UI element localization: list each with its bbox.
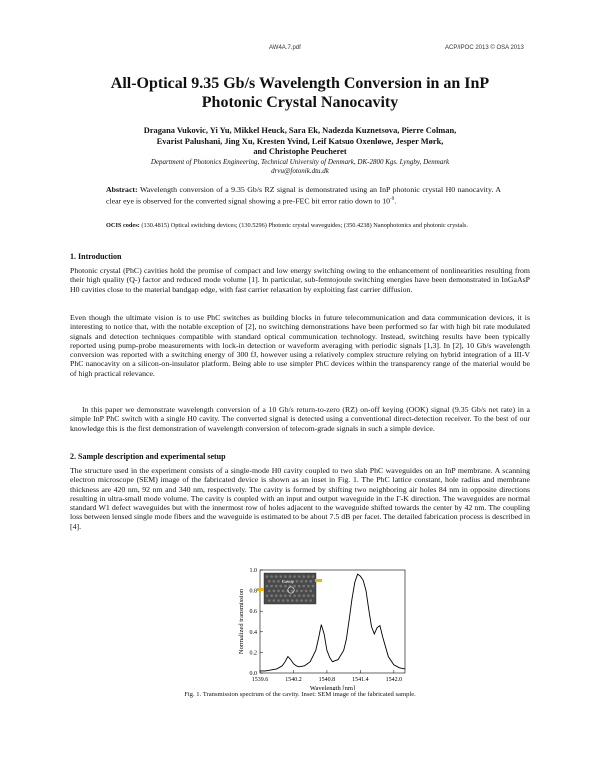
intro-paragraph-1: Photonic crystal (PhC) cavities hold the promise of compact and low energy switching owing to the enhancement of nonlinearities resulting from their high quality (Q-) factor and reduced mode volume [1]. In particular, sub-femtojoule switching energies have been demonstrated in InGaAsP H0 cavities close to the material bandgap edge, with fast carrier relaxation by exploiting fast carrier diffusion. — [70, 266, 530, 294]
authors-line-3: and Christophe Peucheret — [253, 147, 347, 156]
x-tick-label: 1540.2 — [285, 677, 302, 683]
sem-hole — [309, 590, 312, 593]
setup-paragraph-1: The structure used in the experiment consists of a single-mode H0 cavity coupled to two slab PhC waveguides on an InP membrane. A scanning electron microscope (SEM) image of the fabricated device is shown as an inset in Fig. 1. The PhC lattice constant, hole radius and membrane thickness are 420 nm, 92 nm and 340 nm, respectively. The cavity is formed by shifting two neighboring air holes 84 nm in opposite directions resulting in ultra-small mode volume. The cavity is coupled with an input and output waveguide in the Γ-K direction. The waveguides are normal standard W1 defect waveguides but with the innermost row of holes adjacent to the waveguide shifted towards the center by 42 nm. The coupling loss between lensed single mode fibers and the waveguide is estimated to be about 7.5 dB per facet. The detailed fabrication process is described in [4]. — [70, 466, 530, 531]
sem-hole — [282, 599, 285, 602]
input-waveguide-arrow — [257, 588, 264, 591]
y-axis-label: Normalized transmission — [238, 588, 245, 655]
sem-hole — [266, 594, 269, 597]
sem-hole — [268, 580, 271, 583]
sem-hole — [296, 580, 299, 583]
sem-hole — [284, 575, 287, 578]
inset-cavity-label: Cavity — [282, 579, 294, 584]
sem-hole — [268, 590, 271, 593]
sem-hole — [289, 594, 292, 597]
x-tick-label: 1539.6 — [251, 677, 269, 683]
sem-hole — [303, 585, 306, 588]
x-tick-label: 1541.4 — [352, 677, 369, 683]
intro-paragraph-3: In this paper we demonstrate wavelength conversion of a 10 Gb/s return-to-zero (RZ) on-off keying (OOK) signal (9.35 Gb/s net rate) in a simple InP PhC switch with a single H0 cavity. The converted signal is detected using a conventional direct-detection receiver. To the best of our knowledge this is the first demonstration of wavelength conversion of telecom-grade signals in such a simple device. — [70, 405, 530, 433]
ocis-text: (130.4815) Optical switching devices; (130.5296) Photonic crystal waveguides; (350.4238) Nanophotonics and photonic crystals. — [141, 222, 469, 229]
sem-hole — [305, 590, 308, 593]
sem-hole — [268, 599, 271, 602]
sem-hole — [273, 599, 276, 602]
sem-hole — [300, 580, 303, 583]
ocis-label: OCIS codes: — [106, 222, 140, 229]
sem-hole — [277, 580, 280, 583]
paper-title — [60, 74, 540, 112]
sem-hole — [309, 599, 312, 602]
y-tick-label: 0.8 — [249, 588, 257, 595]
y-tick-label: 0.6 — [249, 609, 257, 616]
sem-hole — [273, 580, 276, 583]
sem-hole — [296, 599, 299, 602]
sem-hole — [266, 585, 269, 588]
sem-hole — [286, 599, 289, 602]
header-conference: ACP/IPOC 2013 © OSA 2013 — [445, 45, 524, 51]
sem-hole — [307, 594, 310, 597]
sem-hole — [289, 575, 292, 578]
sem-hole — [291, 590, 294, 593]
abstract-text: Wavelength conversion of a 9.35 Gb/s RZ signal is demonstrated using an InP photonic crystal H0 nanocavity. A clear eye is observed for the converted signal showing a pre-FEC bit error ratio down to 10 — [106, 185, 501, 206]
affiliation — [60, 158, 540, 175]
sem-hole — [270, 594, 273, 597]
sem-hole — [280, 594, 283, 597]
sem-hole — [291, 599, 294, 602]
sem-hole — [277, 599, 280, 602]
abstract: Abstract: Wavelength conversion of a 9.35 Gb/s RZ signal is demonstrated using an InP photonic crystal H0 nanocavity. A clear eye is observed for the converted signal showing a pre-FEC bit error ratio down to $10^{-9}$. — [106, 185, 501, 206]
sem-hole — [284, 585, 287, 588]
sem-hole — [300, 590, 303, 593]
sem-hole — [312, 585, 315, 588]
sem-hole — [270, 575, 273, 578]
figure-1-caption: Fig. 1. Transmission spectrum of the cavity. Inset: SEM image of the fabricated sample. — [184, 691, 416, 698]
author-email: drvu@fotonik.dtu.dk — [271, 166, 329, 175]
sem-hole — [303, 594, 306, 597]
sem-hole — [307, 585, 310, 588]
sem-hole — [309, 580, 312, 583]
abstract-label: Abstract: — [106, 185, 138, 194]
sem-hole — [305, 580, 308, 583]
sem-hole — [307, 575, 310, 578]
sem-hole — [300, 599, 303, 602]
x-tick-label: 1540.8 — [318, 677, 336, 683]
sem-hole — [273, 590, 276, 593]
figure-1 — [160, 565, 450, 735]
sem-hole — [298, 585, 301, 588]
sem-hole — [303, 575, 306, 578]
y-tick-label: 0.0 — [249, 671, 257, 677]
authors-line-2: Evarist Palushani, Jing Xu, Kresten Yvind, Leif Katsuo Oxenløwe, Jesper Mørk, — [156, 136, 444, 146]
sem-hole — [275, 575, 278, 578]
abstract-superscript: -9 — [390, 196, 395, 202]
intro-paragraph-2: Even though the ultimate vision is to use PhC switches as building blocks in future telecommunication and data communication devices, it is interesting to notice that, with the notable exception of [2], no switching demonstrations have been performed so far with high bit rate modulated signals and detection techniques compatible with standard optical communication technology. Instead, switching results have been typically reported using pump-probe measurements with lock-in detection or waveform averaging with periodic signals [1,3]. In [2], 10 Gb/s wavelength conversion was reported with a switching energy of 300 fJ, however using a relatively complex structure relying on hybrid integration of a III-V PhC nanocavity on a silicon-on-insulator platform. Being able to use simpler PhC devices within the transparency range of the material would be of high practical relevance. — [70, 313, 530, 378]
sem-hole — [305, 599, 308, 602]
sem-hole — [296, 590, 299, 593]
ocis-codes — [106, 222, 501, 230]
y-tick-label: 0.4 — [249, 629, 257, 636]
x-tick-label: 1542.0 — [385, 677, 403, 683]
sem-hole — [312, 594, 315, 597]
x-axis-label: Wavelength [nm] — [309, 685, 356, 690]
section-1-heading: 1. Introduction — [70, 252, 122, 261]
sem-hole — [293, 585, 296, 588]
section-2-heading: 2. Sample description and experimental setup — [70, 452, 226, 461]
sem-hole — [293, 594, 296, 597]
sem-hole — [280, 585, 283, 588]
sem-hole — [298, 594, 301, 597]
sem-hole — [270, 585, 273, 588]
y-tick-label: 1.0 — [249, 568, 257, 574]
y-tick-label: 0.2 — [249, 650, 257, 657]
sem-hole — [277, 590, 280, 593]
sem-hole — [266, 575, 269, 578]
title-line-1: All-Optical 9.35 Gb/s Wavelength Conversion in an InP — [110, 75, 490, 92]
sem-hole — [275, 585, 278, 588]
header-file-name: AW4A.7.pdf — [269, 45, 301, 51]
sem-hole — [275, 594, 278, 597]
sem-hole — [298, 575, 301, 578]
sem-hole — [284, 594, 287, 597]
sem-hole — [282, 590, 285, 593]
title-line-2: Photonic Crystal Nanocavity — [201, 94, 399, 111]
author-list — [60, 126, 540, 158]
sem-hole — [312, 575, 315, 578]
authors-line-1: Dragana Vukovic, Yi Yu, Mikkel Heuck, Sara Ek, Nadezda Kuznetsova, Pierre Colman, — [143, 126, 457, 135]
output-waveguide-arrow — [315, 579, 322, 582]
affiliation-line: Department of Photonics Engineering, Technical University of Denmark, DK-2800 Kgs. Lyngby, Denmark — [150, 158, 450, 166]
sem-hole — [293, 575, 296, 578]
transmission-chart — [160, 565, 450, 690]
sem-hole — [280, 575, 283, 578]
